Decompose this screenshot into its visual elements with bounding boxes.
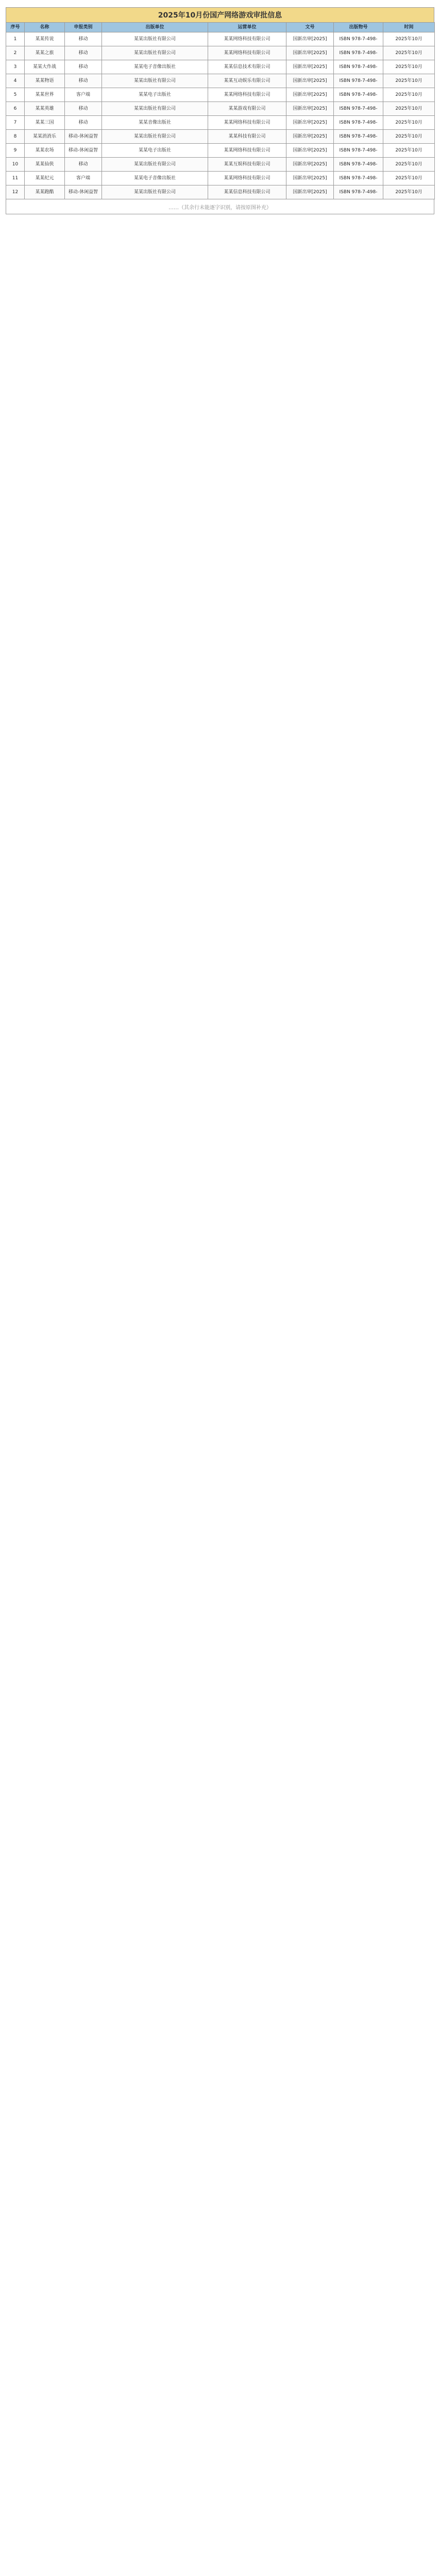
header-category: 申报类别 — [65, 23, 102, 32]
cell-approval-no: 国新出审[2025] — [286, 158, 334, 172]
cell-category: 移动 — [65, 102, 102, 116]
table-row — [6, 130, 435, 144]
cell-isbn: ISBN 978-7-498- — [334, 130, 383, 144]
sheet-title: 2025年10月份国产网络游戏审批信息 — [6, 7, 434, 22]
header-approval-no: 文号 — [286, 23, 334, 32]
cell-publisher: 某某电子音像出版社 — [102, 60, 208, 74]
cell-operator: 某某网络科技有限公司 — [208, 172, 286, 185]
cell-category: 客户端 — [65, 88, 102, 102]
cell-operator: 某某网络科技有限公司 — [208, 116, 286, 130]
cell-publisher: 某某电子出版社 — [102, 144, 208, 158]
cell-date: 2025年10月 — [383, 60, 435, 74]
cell-operator: 某某科技有限公司 — [208, 130, 286, 144]
cell-date: 2025年10月 — [383, 172, 435, 185]
cell-index: 7 — [6, 116, 25, 130]
cell-operator: 某某网络科技有限公司 — [208, 46, 286, 60]
approval-table — [6, 22, 435, 199]
cell-name: 某某大作战 — [25, 60, 65, 74]
cell-name: 某某英雄 — [25, 102, 65, 116]
cell-index: 10 — [6, 158, 25, 172]
cell-isbn: ISBN 978-7-498- — [334, 32, 383, 46]
cell-approval-no: 国新出审[2025] — [286, 60, 334, 74]
cell-category: 移动-休闲益智 — [65, 130, 102, 144]
cell-publisher: 某某电子音像出版社 — [102, 172, 208, 185]
cell-index: 5 — [6, 88, 25, 102]
cell-operator: 某某互娱科技有限公司 — [208, 158, 286, 172]
cell-publisher: 某某出版社有限公司 — [102, 102, 208, 116]
header-isbn: 出版物号 — [334, 23, 383, 32]
cell-date: 2025年10月 — [383, 88, 435, 102]
cell-isbn: ISBN 978-7-498- — [334, 185, 383, 199]
cell-category: 移动 — [65, 158, 102, 172]
cell-category: 移动 — [65, 32, 102, 46]
cell-index: 9 — [6, 144, 25, 158]
approval-sheet — [6, 7, 434, 214]
cell-publisher: 某某出版社有限公司 — [102, 185, 208, 199]
cell-approval-no: 国新出审[2025] — [286, 130, 334, 144]
cell-approval-no: 国新出审[2025] — [286, 116, 334, 130]
cell-category: 移动-休闲益智 — [65, 144, 102, 158]
cell-index: 2 — [6, 46, 25, 60]
cell-date: 2025年10月 — [383, 74, 435, 88]
cell-operator: 某某游戏有限公司 — [208, 102, 286, 116]
cell-isbn: ISBN 978-7-498- — [334, 172, 383, 185]
cell-operator: 某某网络科技有限公司 — [208, 88, 286, 102]
table-row — [6, 88, 435, 102]
cell-isbn: ISBN 978-7-498- — [334, 74, 383, 88]
cell-publisher: 某某出版社有限公司 — [102, 74, 208, 88]
cell-index: 8 — [6, 130, 25, 144]
cell-publisher: 某某电子出版社 — [102, 88, 208, 102]
cell-isbn: ISBN 978-7-498- — [334, 102, 383, 116]
table-row — [6, 172, 435, 185]
cell-isbn: ISBN 978-7-498- — [334, 144, 383, 158]
cell-name: 某某仙侠 — [25, 158, 65, 172]
cell-publisher: 某某出版社有限公司 — [102, 32, 208, 46]
cell-index: 6 — [6, 102, 25, 116]
cell-date: 2025年10月 — [383, 32, 435, 46]
cell-publisher: 某某出版社有限公司 — [102, 46, 208, 60]
cell-approval-no: 国新出审[2025] — [286, 102, 334, 116]
cell-index: 4 — [6, 74, 25, 88]
header-operator: 运营单位 — [208, 23, 286, 32]
cell-approval-no: 国新出审[2025] — [286, 172, 334, 185]
cell-category: 移动 — [65, 46, 102, 60]
cell-name: 某某三国 — [25, 116, 65, 130]
cell-approval-no: 国新出审[2025] — [286, 185, 334, 199]
table-row — [6, 46, 435, 60]
cell-isbn: ISBN 978-7-498- — [334, 46, 383, 60]
cell-name: 某某纪元 — [25, 172, 65, 185]
cell-category: 移动-休闲益智 — [65, 185, 102, 199]
cell-category: 客户端 — [65, 172, 102, 185]
cell-date: 2025年10月 — [383, 102, 435, 116]
cell-operator: 某某信息科技有限公司 — [208, 185, 286, 199]
cell-date: 2025年10月 — [383, 130, 435, 144]
cell-category: 移动 — [65, 116, 102, 130]
cell-name: 某某消消乐 — [25, 130, 65, 144]
cell-approval-no: 国新出审[2025] — [286, 144, 334, 158]
table-row — [6, 144, 435, 158]
cell-index: 1 — [6, 32, 25, 46]
cell-operator: 某某互动娱乐有限公司 — [208, 74, 286, 88]
cell-name: 某某世界 — [25, 88, 65, 102]
table-row — [6, 102, 435, 116]
cell-date: 2025年10月 — [383, 46, 435, 60]
cell-name: 某某传说 — [25, 32, 65, 46]
cell-date: 2025年10月 — [383, 144, 435, 158]
header-publisher: 出版单位 — [102, 23, 208, 32]
table-row — [6, 116, 435, 130]
cell-name: 某某农场 — [25, 144, 65, 158]
header-date: 时间 — [383, 23, 435, 32]
cell-operator: 某某网络科技有限公司 — [208, 144, 286, 158]
cell-approval-no: 国新出审[2025] — [286, 32, 334, 46]
cell-name: 某某之旅 — [25, 46, 65, 60]
table-body — [6, 32, 435, 199]
cell-isbn: ISBN 978-7-498- — [334, 158, 383, 172]
cell-publisher: 某某出版社有限公司 — [102, 158, 208, 172]
cell-approval-no: 国新出审[2025] — [286, 88, 334, 102]
cell-date: 2025年10月 — [383, 185, 435, 199]
cell-category: 移动 — [65, 60, 102, 74]
cell-operator: 某某信息技术有限公司 — [208, 60, 286, 74]
cell-category: 移动 — [65, 74, 102, 88]
table-row — [6, 74, 435, 88]
table-row — [6, 185, 435, 199]
table-row — [6, 158, 435, 172]
cell-date: 2025年10月 — [383, 116, 435, 130]
table-row — [6, 60, 435, 74]
cell-name: 某某物语 — [25, 74, 65, 88]
header-index: 序号 — [6, 23, 25, 32]
truncated-note: ……（其余行未能逐字识别，请按原图补充） — [6, 199, 434, 214]
table-header-row — [6, 23, 435, 32]
cell-isbn: ISBN 978-7-498- — [334, 88, 383, 102]
cell-date: 2025年10月 — [383, 158, 435, 172]
cell-operator: 某某网络科技有限公司 — [208, 32, 286, 46]
cell-approval-no: 国新出审[2025] — [286, 46, 334, 60]
header-name: 名称 — [25, 23, 65, 32]
cell-isbn: ISBN 978-7-498- — [334, 116, 383, 130]
table-row — [6, 32, 435, 46]
cell-index: 3 — [6, 60, 25, 74]
cell-name: 某某跑酷 — [25, 185, 65, 199]
cell-publisher: 某某出版社有限公司 — [102, 130, 208, 144]
cell-index: 11 — [6, 172, 25, 185]
cell-approval-no: 国新出审[2025] — [286, 74, 334, 88]
cell-isbn: ISBN 978-7-498- — [334, 60, 383, 74]
cell-publisher: 某某音像出版社 — [102, 116, 208, 130]
cell-index: 12 — [6, 185, 25, 199]
